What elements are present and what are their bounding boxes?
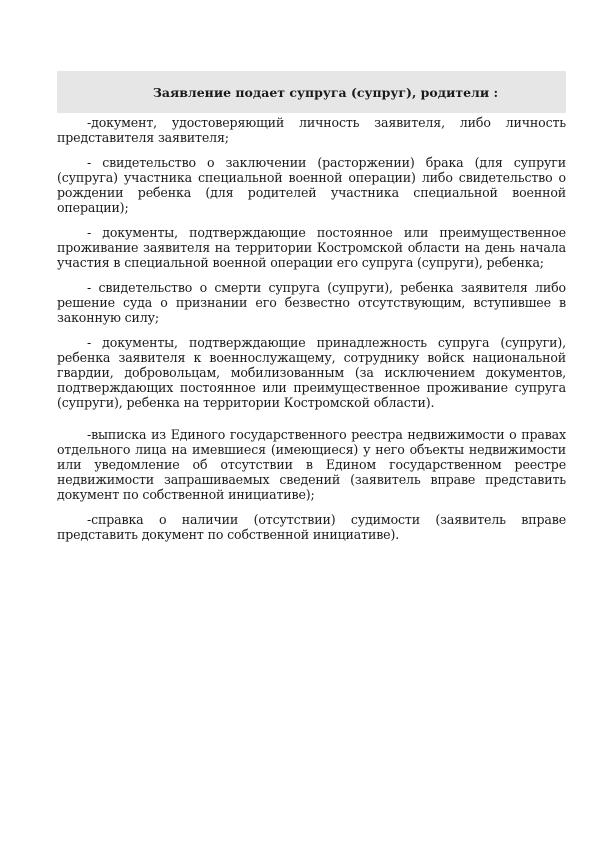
document-item-criminal-record: -справка о наличии (отсутствии) судимости (заявитель вправе представить документ по собственной инициативе).: [57, 512, 566, 542]
document-item-service-affiliation: - документы, подтверждающие принадлежность супруга (супруги), ребенка заявителя к военнослужащему, сотруднику войск национальной гвардии, добровольцам, мобилизованным (за исключением документов, подтверждающих постоянное или преимущественное проживание супруга (супруги), ребенка на территории Костромской области).: [57, 335, 566, 410]
section-title: Заявление подает супруга (супруг), родители :: [152, 84, 499, 100]
document-item-residence-proof: - документы, подтверждающие постоянное или преимущественное проживание заявителя на территории Костромской области на день начала участия в специальной военной операции его супруга (супруги), ребенка;: [57, 225, 566, 270]
document-item-death-certificate: - свидетельство о смерти супруга (супруги), ребенка заявителя либо решение суда о признании его безвестно отсутствующим, вступившее в законную силу;: [57, 280, 566, 325]
document-page: [57, 71, 566, 552]
document-item-identity: -документ, удостоверяющий личность заявителя, либо личность представителя заявителя;: [57, 115, 566, 145]
document-item-marriage-birth-certificate: - свидетельство о заключении (расторжении) брака (для супруги (супруга) участника специальной военной операции) либо свидетельство о рождении ребенка (для родителей участника специальной военной операции);: [57, 155, 566, 215]
header-banner: [57, 71, 566, 113]
document-item-real-estate-extract: -выписка из Единого государственного реестра недвижимости о правах отдельного лица на имевшиеся (имеющиеся) у него объекты недвижимости или уведомление об отсутствии в Едином государственном реестре недвижимости запрашиваемых сведений (заявитель вправе представить документ по собственной инициативе);: [57, 427, 566, 502]
